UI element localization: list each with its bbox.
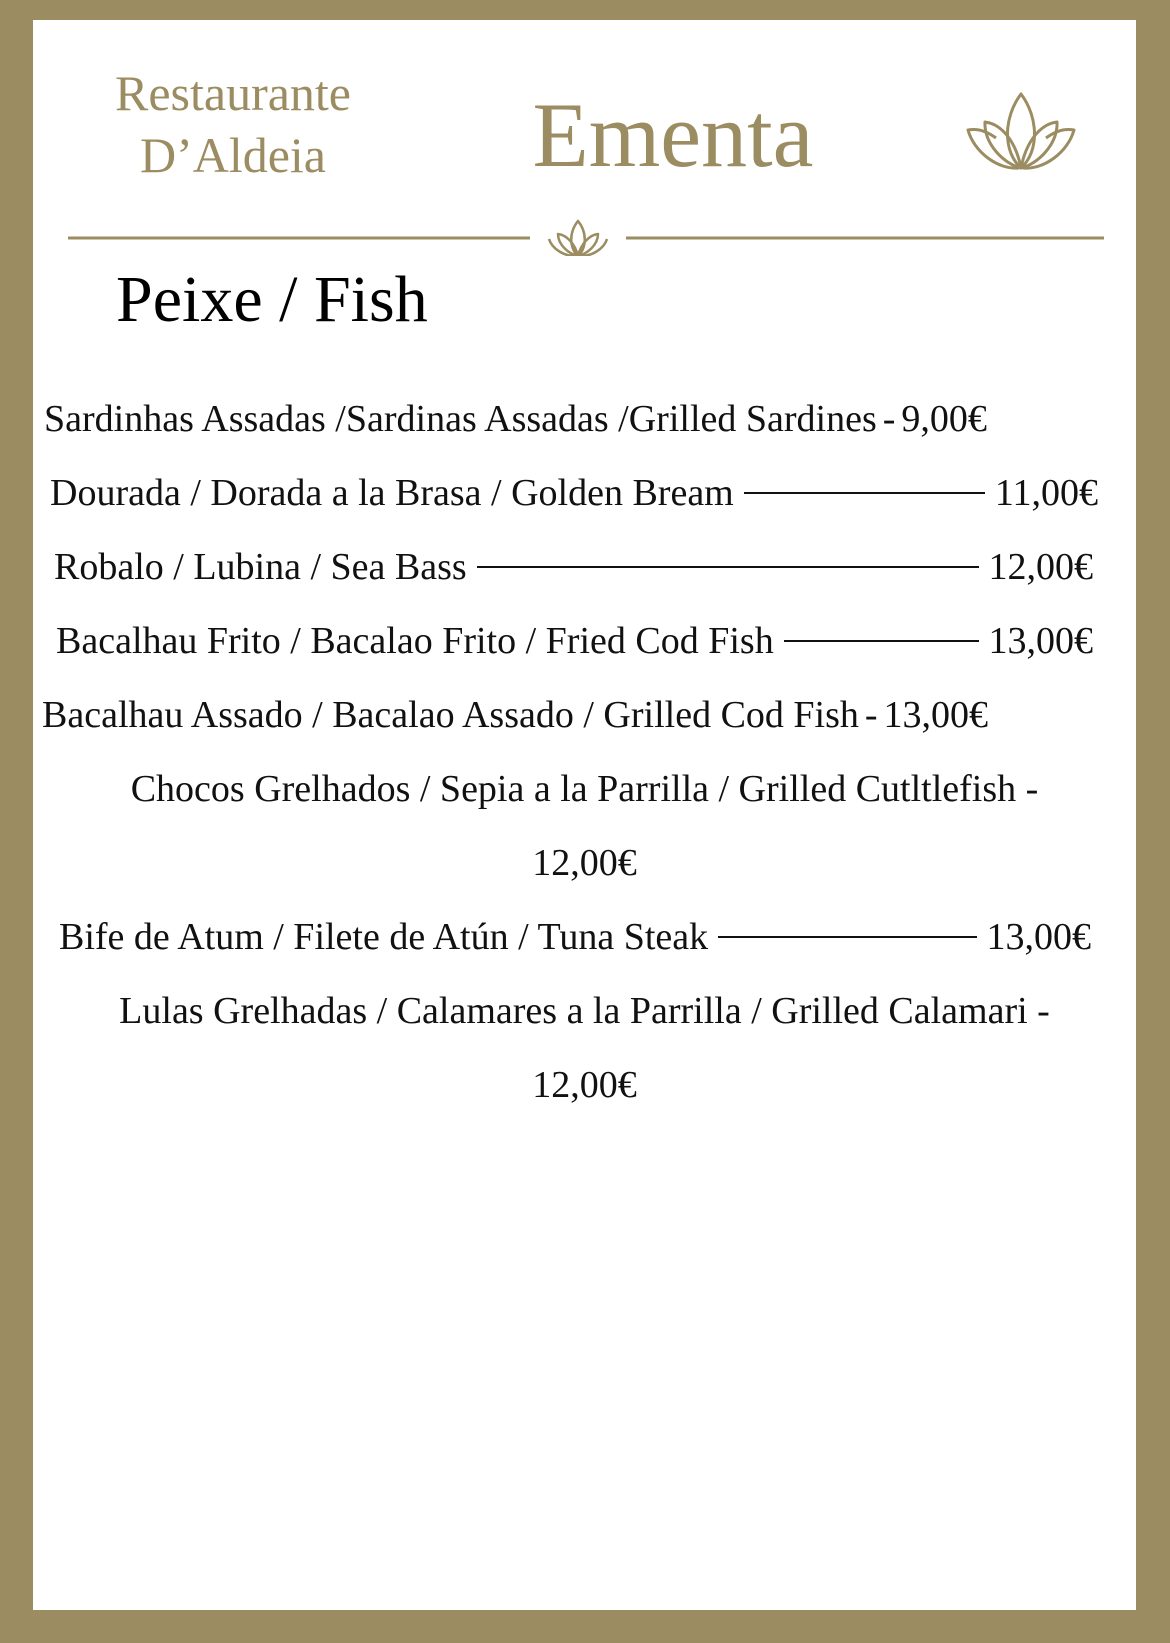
menu-item [33,530,1136,604]
menu-item-name-line [33,974,1136,1048]
menu-item [33,678,1136,752]
menu-item-leader-line [477,566,979,568]
menu-item-separator: - [882,398,896,440]
menu-item-name: Robalo / Lubina / Sea Bass [54,546,467,588]
menu-item-separator: - [1025,768,1039,810]
menu-item [33,456,1136,530]
menu-item-price: 13,00€ [883,694,989,736]
lotus-icon [966,84,1076,174]
menu-item-leader-line [718,936,976,938]
menu-item-separator: - [864,694,878,736]
menu-item [33,974,1136,1122]
menu-item-separator: - [1037,990,1050,1032]
menu-item-price: 12,00€ [532,842,637,884]
menu-item-price: 12,00€ [532,1064,637,1106]
menu-item [33,604,1136,678]
menu-item-price: 13,00€ [986,916,1091,958]
menu-item [33,900,1136,974]
menu-item-leader-line [784,640,979,642]
menu-item [33,752,1136,900]
menu-item-price: 12,00€ [988,546,1093,588]
menu-item-name: Lulas Grelhadas / Calamares a la Parrilla / Grilled Calamari [119,990,1028,1032]
menu-item-name-line [33,752,1136,826]
restaurant-name-line2: D’Aldeia [139,127,327,183]
menu-page [33,20,1136,1610]
menu-item-name: Bacalhau Assado / Bacalao Assado / Grilled Cod Fish [42,694,859,736]
restaurant-name [88,62,378,186]
menu-item [33,382,1136,456]
menu-item-name: Sardinhas Assadas /Sardinas Assadas /Grilled Sardines [44,398,877,440]
menu-item-name: Dourada / Dorada a la Brasa / Golden Bream [50,472,734,514]
menu-item-price: 13,00€ [988,620,1093,662]
restaurant-name-line1: Restaurante [114,65,351,121]
menu-item-name: Bife de Atum / Filete de Atún / Tuna Steak [59,916,709,958]
section-title: Peixe / Fish [116,263,428,336]
menu-item-name: Bacalhau Frito / Bacalao Frito / Fried Cod Fish [56,620,774,662]
divider-ornament [68,216,1104,256]
page-title: Ementa [532,84,814,186]
menu-item-leader-line [744,492,985,494]
menu-item-price: 9,00€ [901,398,987,440]
menu-list [33,382,1136,1122]
menu-item-name: Chocos Grelhados / Sepia a la Parrilla / Grilled Cutltlefish [130,768,1017,810]
menu-item-price: 11,00€ [994,472,1098,514]
